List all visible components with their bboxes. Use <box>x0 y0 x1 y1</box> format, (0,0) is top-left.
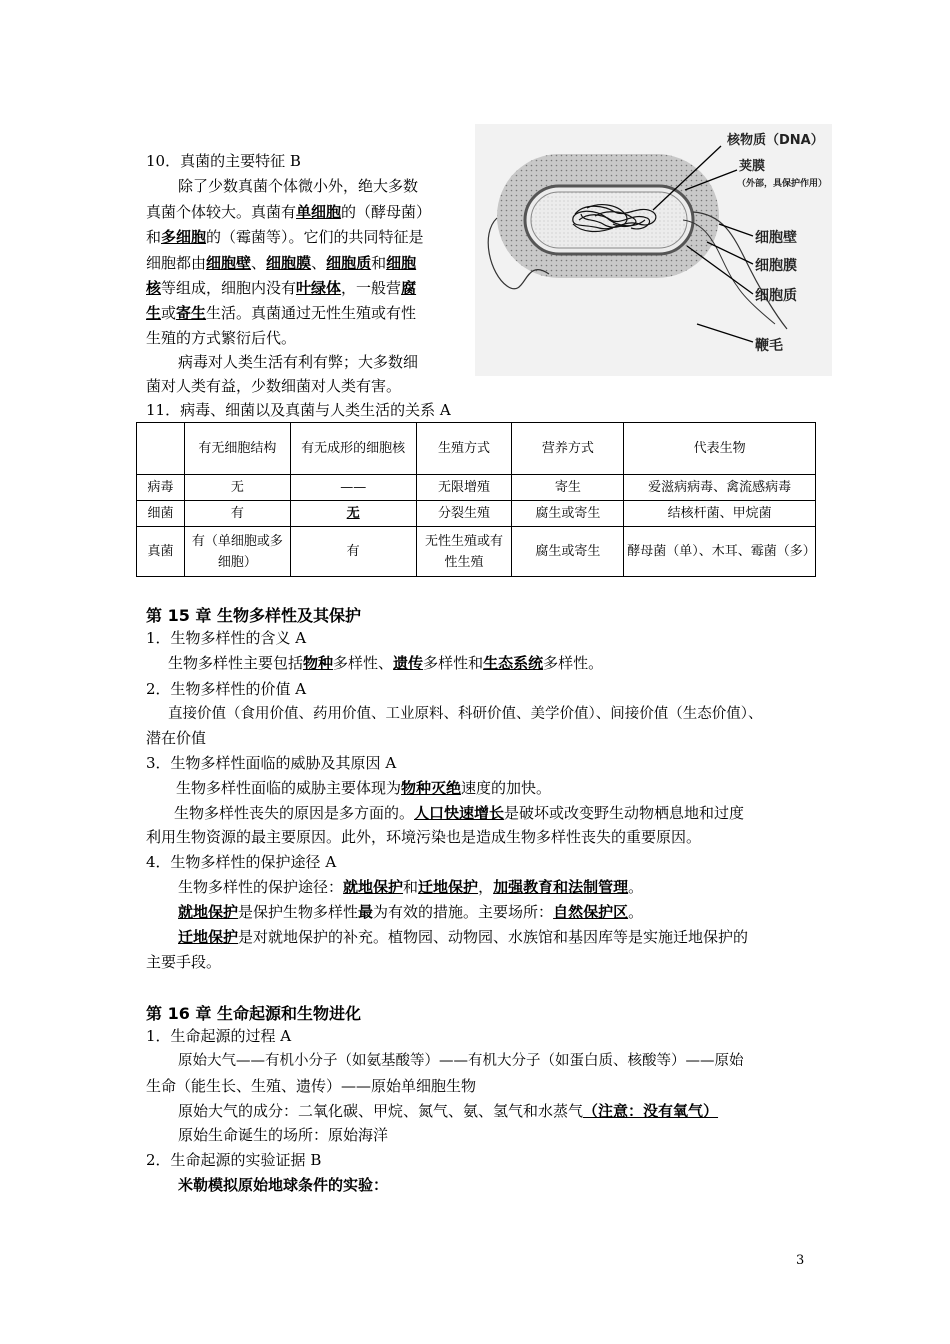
label-flagellum: 鞭毛 <box>755 338 783 354</box>
ch15-paragraph: 生物多样性主要包括物种多样性、遗传多样性和生态系统多样性。 <box>168 654 604 672</box>
ch16-item-heading: 2．生命起源的实验证据 B <box>146 1151 322 1169</box>
table-row <box>137 501 816 527</box>
table-row <box>137 475 816 501</box>
section-10-line: 生殖的方式繁衍后代。 <box>146 329 297 347</box>
table-header-cell: 有无成形的细胞核 <box>290 423 416 475</box>
label-cytoplasm: 细胞质 <box>755 288 797 304</box>
table-header-row <box>137 423 816 475</box>
ch15-item-heading: 4．生物多样性的保护途径 A <box>146 853 337 871</box>
ch15-item-heading: 2．生物多样性的价值 A <box>146 680 307 698</box>
table-cell: 有（单细胞或多细胞） <box>184 527 290 577</box>
table-header-cell: 代表生物 <box>624 423 816 475</box>
table-header-cell: 有无细胞结构 <box>184 423 290 475</box>
chapter-15-title: 第 15 章 生物多样性及其保护 <box>146 606 361 625</box>
table-cell: 真菌 <box>137 527 185 577</box>
label-cell-wall: 细胞壁 <box>755 230 797 246</box>
page-number: 3 <box>796 1253 805 1268</box>
table-cell: 爱滋病病毒、禽流感病毒 <box>624 475 816 501</box>
section-10-line: 核等组成，细胞内没有叶绿体，一般营腐 <box>146 279 417 297</box>
table-cell: 有 <box>290 527 416 577</box>
ch15-paragraph: 生物多样性丧失的原因是多方面的。人口快速增长是破坏或改变野生动物栖息地和过度 <box>174 804 745 822</box>
table-header-cell <box>137 423 185 475</box>
section-10-line: 菌对人类有益，少数细菌对人类有害。 <box>146 377 402 395</box>
section-10-line: 病毒对人类生活有利有弊；大多数细 <box>178 353 419 371</box>
section-11-heading: 11．病毒、细菌以及真菌与人类生活的关系 A <box>146 401 451 419</box>
comparison-table <box>136 422 816 577</box>
table-header-cell: 生殖方式 <box>416 423 512 475</box>
ch16-paragraph: 生命（能生长、生殖、遗传）——原始单细胞生物 <box>146 1077 477 1095</box>
ch15-paragraph: 就地保护是保护生物多样性最为有效的措施。主要场所：自然保护区。 <box>178 903 644 921</box>
ch15-item-heading: 1．生物多样性的含义 A <box>146 629 307 647</box>
section-10-heading: 10．真菌的主要特征 B <box>146 152 301 170</box>
table-cell: 有 <box>184 501 290 527</box>
label-cell-membrane: 细胞膜 <box>755 258 797 274</box>
table-cell: 无限增殖 <box>416 475 512 501</box>
table-cell: 结核杆菌、甲烷菌 <box>624 501 816 527</box>
section-10-line: 除了少数真菌个体微小外，绝大多数 <box>178 177 419 195</box>
ch15-paragraph: 潜在价值 <box>146 729 207 747</box>
table-cell: 无 <box>184 475 290 501</box>
ch15-paragraph: 直接价值（食用价值、药用价值、工业原料、科研价值、美学价值）、间接价值（生态价值）、 <box>168 706 763 722</box>
table-cell: 酵母菌（单）、木耳、霉菌（多） <box>624 527 816 577</box>
ch16-paragraph: 原始生命诞生的场所：原始海洋 <box>178 1126 389 1144</box>
section-10-line: 和多细胞的（霉菌等）。它们的共同特征是 <box>146 228 424 246</box>
label-capsule: 荚膜 <box>739 159 766 174</box>
table-cell: 无 <box>290 501 416 527</box>
chapter-16-title: 第 16 章 生命起源和生物进化 <box>146 1004 361 1023</box>
table-header-cell: 营养方式 <box>512 423 624 475</box>
ch15-item-heading: 3．生物多样性面临的威胁及其原因 A <box>146 754 397 772</box>
section-10-line: 细胞都由细胞壁、细胞膜、细胞质和细胞 <box>146 254 417 272</box>
ch16-paragraph: 米勒模拟原始地球条件的实验： <box>178 1176 389 1194</box>
table-row <box>137 527 816 577</box>
table-cell: 分裂生殖 <box>416 501 512 527</box>
ch15-paragraph: 迁地保护是对就地保护的补充。植物园、动物园、水族馆和基因库等是实施迁地保护的 <box>178 928 749 946</box>
ch15-paragraph: 主要手段。 <box>146 953 222 971</box>
ch16-paragraph: 原始大气的成分：二氧化碳、甲烷、氮气、氨、氢气和水蒸气（注意：没有氧气） <box>178 1102 719 1120</box>
section-10-line: 真菌个体较大。真菌有单细胞的（酵母菌） <box>146 203 432 221</box>
table-cell: 寄生 <box>512 475 624 501</box>
table-cell: 腐生或寄生 <box>512 527 624 577</box>
ch15-paragraph: 利用生物资源的最主要原因。此外，环境污染也是造成生物多样性丧失的重要原因。 <box>146 828 702 846</box>
ch16-paragraph: 原始大气——有机小分子（如氨基酸等）——有机大分子（如蛋白质、核酸等）——原始 <box>178 1053 744 1069</box>
label-nucleoid: 核物质（DNA） <box>727 133 824 148</box>
bacterium-diagram <box>475 124 832 376</box>
table-cell: 细菌 <box>137 501 185 527</box>
ch16-item-heading: 1．生命起源的过程 A <box>146 1027 292 1045</box>
table-cell: 无性生殖或有性生殖 <box>416 527 512 577</box>
table-cell: —— <box>290 475 416 501</box>
table-cell: 病毒 <box>137 475 185 501</box>
ch15-paragraph: 生物多样性面临的威胁主要体现为物种灭绝速度的加快。 <box>176 779 552 797</box>
label-capsule-note: （外部，具保护作用） <box>737 179 828 189</box>
ch15-paragraph: 生物多样性的保护途径：就地保护和迁地保护，加强教育和法制管理。 <box>178 878 644 896</box>
section-10-line: 生或寄生生活。真菌通过无性生殖或有性 <box>146 304 417 322</box>
table-cell: 腐生或寄生 <box>512 501 624 527</box>
